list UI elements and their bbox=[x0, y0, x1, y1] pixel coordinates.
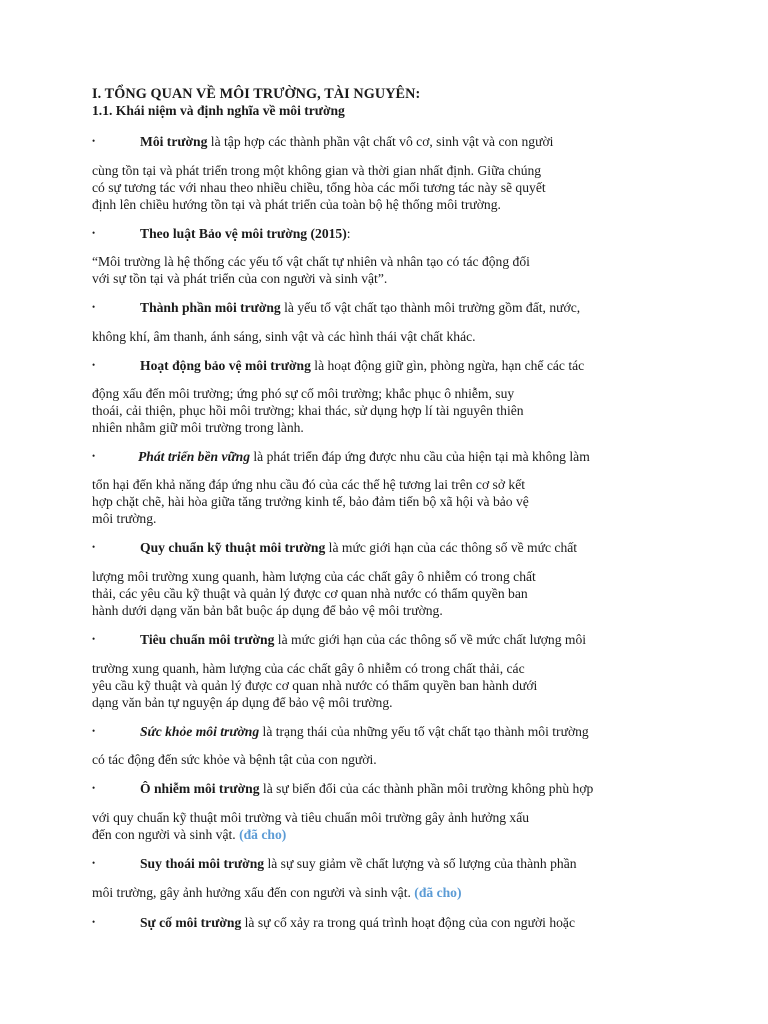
bullet-item-moi-truong bbox=[92, 134, 553, 150]
paragraph-line: môi trường. bbox=[92, 511, 157, 526]
definition-text: là hoạt động giữ gìn, phòng ngừa, hạn chế các tác bbox=[310, 358, 585, 373]
paragraph-line: tổn hại đến khả năng đáp ứng nhu cầu đó của các thế hệ tương lai trên cơ sở kết bbox=[92, 477, 526, 492]
definition-text: là tập hợp các thành phần vật chất vô cơ, sinh vật và con người bbox=[207, 134, 554, 149]
paragraph-line bbox=[92, 827, 286, 843]
bullet-icon: • bbox=[92, 634, 96, 644]
paragraph-line bbox=[92, 885, 462, 901]
definition-text: là trạng thái của những yếu tố vật chất tạo thành môi trường bbox=[259, 724, 589, 739]
bullet-icon: • bbox=[92, 228, 96, 238]
bullet-item-suy-thoai bbox=[92, 856, 577, 872]
paragraph-line: thải, các yêu cầu kỹ thuật và quản lý được cơ quan nhà nước có thẩm quyền ban bbox=[92, 586, 528, 601]
paragraph-line: không khí, âm thanh, ánh sáng, sinh vật và các hình thái vật chất khác. bbox=[92, 329, 476, 344]
definition-text: là mức giới hạn của các thông số về mức chất lượng môi bbox=[274, 632, 587, 647]
bullet-item-hoat-dong bbox=[92, 358, 584, 374]
note-label: (đã cho) bbox=[414, 885, 462, 900]
line-text: đến con người và sinh vật. bbox=[92, 827, 240, 842]
bullet-item-theo-luat bbox=[92, 226, 351, 242]
bullet-item-thanh-phan bbox=[92, 300, 580, 316]
bullet-icon: • bbox=[92, 136, 96, 146]
paragraph-line: yêu cầu kỹ thuật và quản lý được cơ quan nhà nước có thẩm quyền ban hành dưới bbox=[92, 678, 538, 693]
paragraph-line: thoái, cải thiện, phục hồi môi trường; khai thác, sử dụng hợp lí tài nguyên thiên bbox=[92, 403, 524, 418]
bullet-item-su-co bbox=[92, 915, 575, 931]
line-text: môi trường, gây ảnh hưởng xấu đến con người và sinh vật. bbox=[92, 885, 415, 900]
term: Suy thoái môi trường bbox=[140, 856, 265, 871]
paragraph-line: dạng văn bản tự nguyện áp dụng để bảo vệ môi trường. bbox=[92, 695, 393, 710]
term: Quy chuẩn kỹ thuật môi trường bbox=[140, 540, 326, 555]
bullet-item-o-nhiem bbox=[92, 781, 593, 797]
subsection-heading: 1.1. Khái niệm và định nghĩa về môi trường bbox=[92, 103, 345, 118]
paragraph-line: hợp chặt chẽ, hài hòa giữa tăng trưởng kinh tế, bảo đảm tiến bộ xã hội và bảo vệ bbox=[92, 494, 529, 509]
definition-text: là sự cố xảy ra trong quá trình hoạt động của con người hoặc bbox=[241, 915, 575, 930]
bullet-icon: • bbox=[92, 451, 96, 461]
paragraph-line: hành dưới dạng văn bản bắt buộc áp dụng để bảo vệ môi trường. bbox=[92, 603, 443, 618]
paragraph-line: có sự tương tác với nhau theo nhiều chiều, tổng hòa các mối tương tác này sẽ quyết bbox=[92, 180, 546, 195]
bullet-item-suc-khoe bbox=[92, 724, 589, 740]
paragraph-line: với quy chuẩn kỹ thuật môi trường và tiêu chuẩn môi trường gây ảnh hưởng xấu bbox=[92, 810, 530, 825]
bullet-icon: • bbox=[92, 542, 96, 552]
definition-text: là phát triển đáp ứng được nhu cầu của hiện tại mà không làm bbox=[250, 449, 590, 464]
bullet-icon: • bbox=[92, 302, 96, 312]
bullet-icon: • bbox=[92, 917, 96, 927]
bullet-icon: • bbox=[92, 726, 96, 736]
paragraph-line: động xấu đến môi trường; ứng phó sự cố môi trường; khắc phục ô nhiễm, suy bbox=[92, 386, 515, 401]
definition-text: là mức giới hạn của các thông số về mức chất bbox=[325, 540, 578, 555]
paragraph-line: lượng môi trường xung quanh, hàm lượng của các chất gây ô nhiễm có trong chất bbox=[92, 569, 536, 584]
definition-text: : bbox=[346, 226, 351, 241]
definition-text: là sự suy giảm về chất lượng và số lượng của thành phần bbox=[264, 856, 577, 871]
bullet-icon: • bbox=[92, 858, 96, 868]
note-label: (đã cho) bbox=[239, 827, 287, 842]
paragraph-line: trường xung quanh, hàm lượng của các chất gây ô nhiễm có trong chất thải, các bbox=[92, 661, 525, 676]
term: Thành phần môi trường bbox=[140, 300, 281, 315]
term: Hoạt động bảo vệ môi trường bbox=[140, 358, 311, 373]
bullet-item-tieu-chuan bbox=[92, 632, 586, 648]
paragraph-line: “Môi trường là hệ thống các yếu tố vật chất tự nhiên và nhân tạo có tác động đối bbox=[92, 254, 530, 269]
paragraph-line: định lên chiều hướng tồn tại và phát triển của toàn bộ hệ thống môi trường. bbox=[92, 197, 501, 212]
definition-text: là sự biến đổi của các thành phần môi trường không phù hợp bbox=[259, 781, 594, 796]
definition-text: là yếu tố vật chất tạo thành môi trường gồm đất, nước, bbox=[280, 300, 581, 315]
term: Sự cố môi trường bbox=[140, 915, 242, 930]
paragraph-line: với sự tồn tại và phát triển của con người và sinh vật”. bbox=[92, 271, 388, 286]
section-heading: I. TỔNG QUAN VỀ MÔI TRƯỜNG, TÀI NGUYÊN: bbox=[92, 86, 421, 102]
bullet-item-phat-trien bbox=[92, 449, 590, 465]
paragraph-line: cùng tồn tại và phát triển trong một không gian và thời gian nhất định. Giữa chúng bbox=[92, 163, 542, 178]
term: Phát triển bền vững bbox=[138, 449, 250, 464]
paragraph-line: có tác động đến sức khỏe và bệnh tật của con người. bbox=[92, 752, 377, 767]
paragraph-line: nhiên nhằm giữ môi trường trong lành. bbox=[92, 420, 304, 435]
term: Sức khỏe môi trường bbox=[140, 724, 260, 739]
bullet-item-quy-chuan bbox=[92, 540, 577, 556]
term: Môi trường bbox=[140, 134, 208, 149]
term: Tiêu chuẩn môi trường bbox=[140, 632, 275, 647]
bullet-icon: • bbox=[92, 360, 96, 370]
term: Theo luật Bảo vệ môi trường (2015) bbox=[140, 226, 347, 241]
term: Ô nhiễm môi trường bbox=[140, 781, 260, 796]
bullet-icon: • bbox=[92, 783, 96, 793]
